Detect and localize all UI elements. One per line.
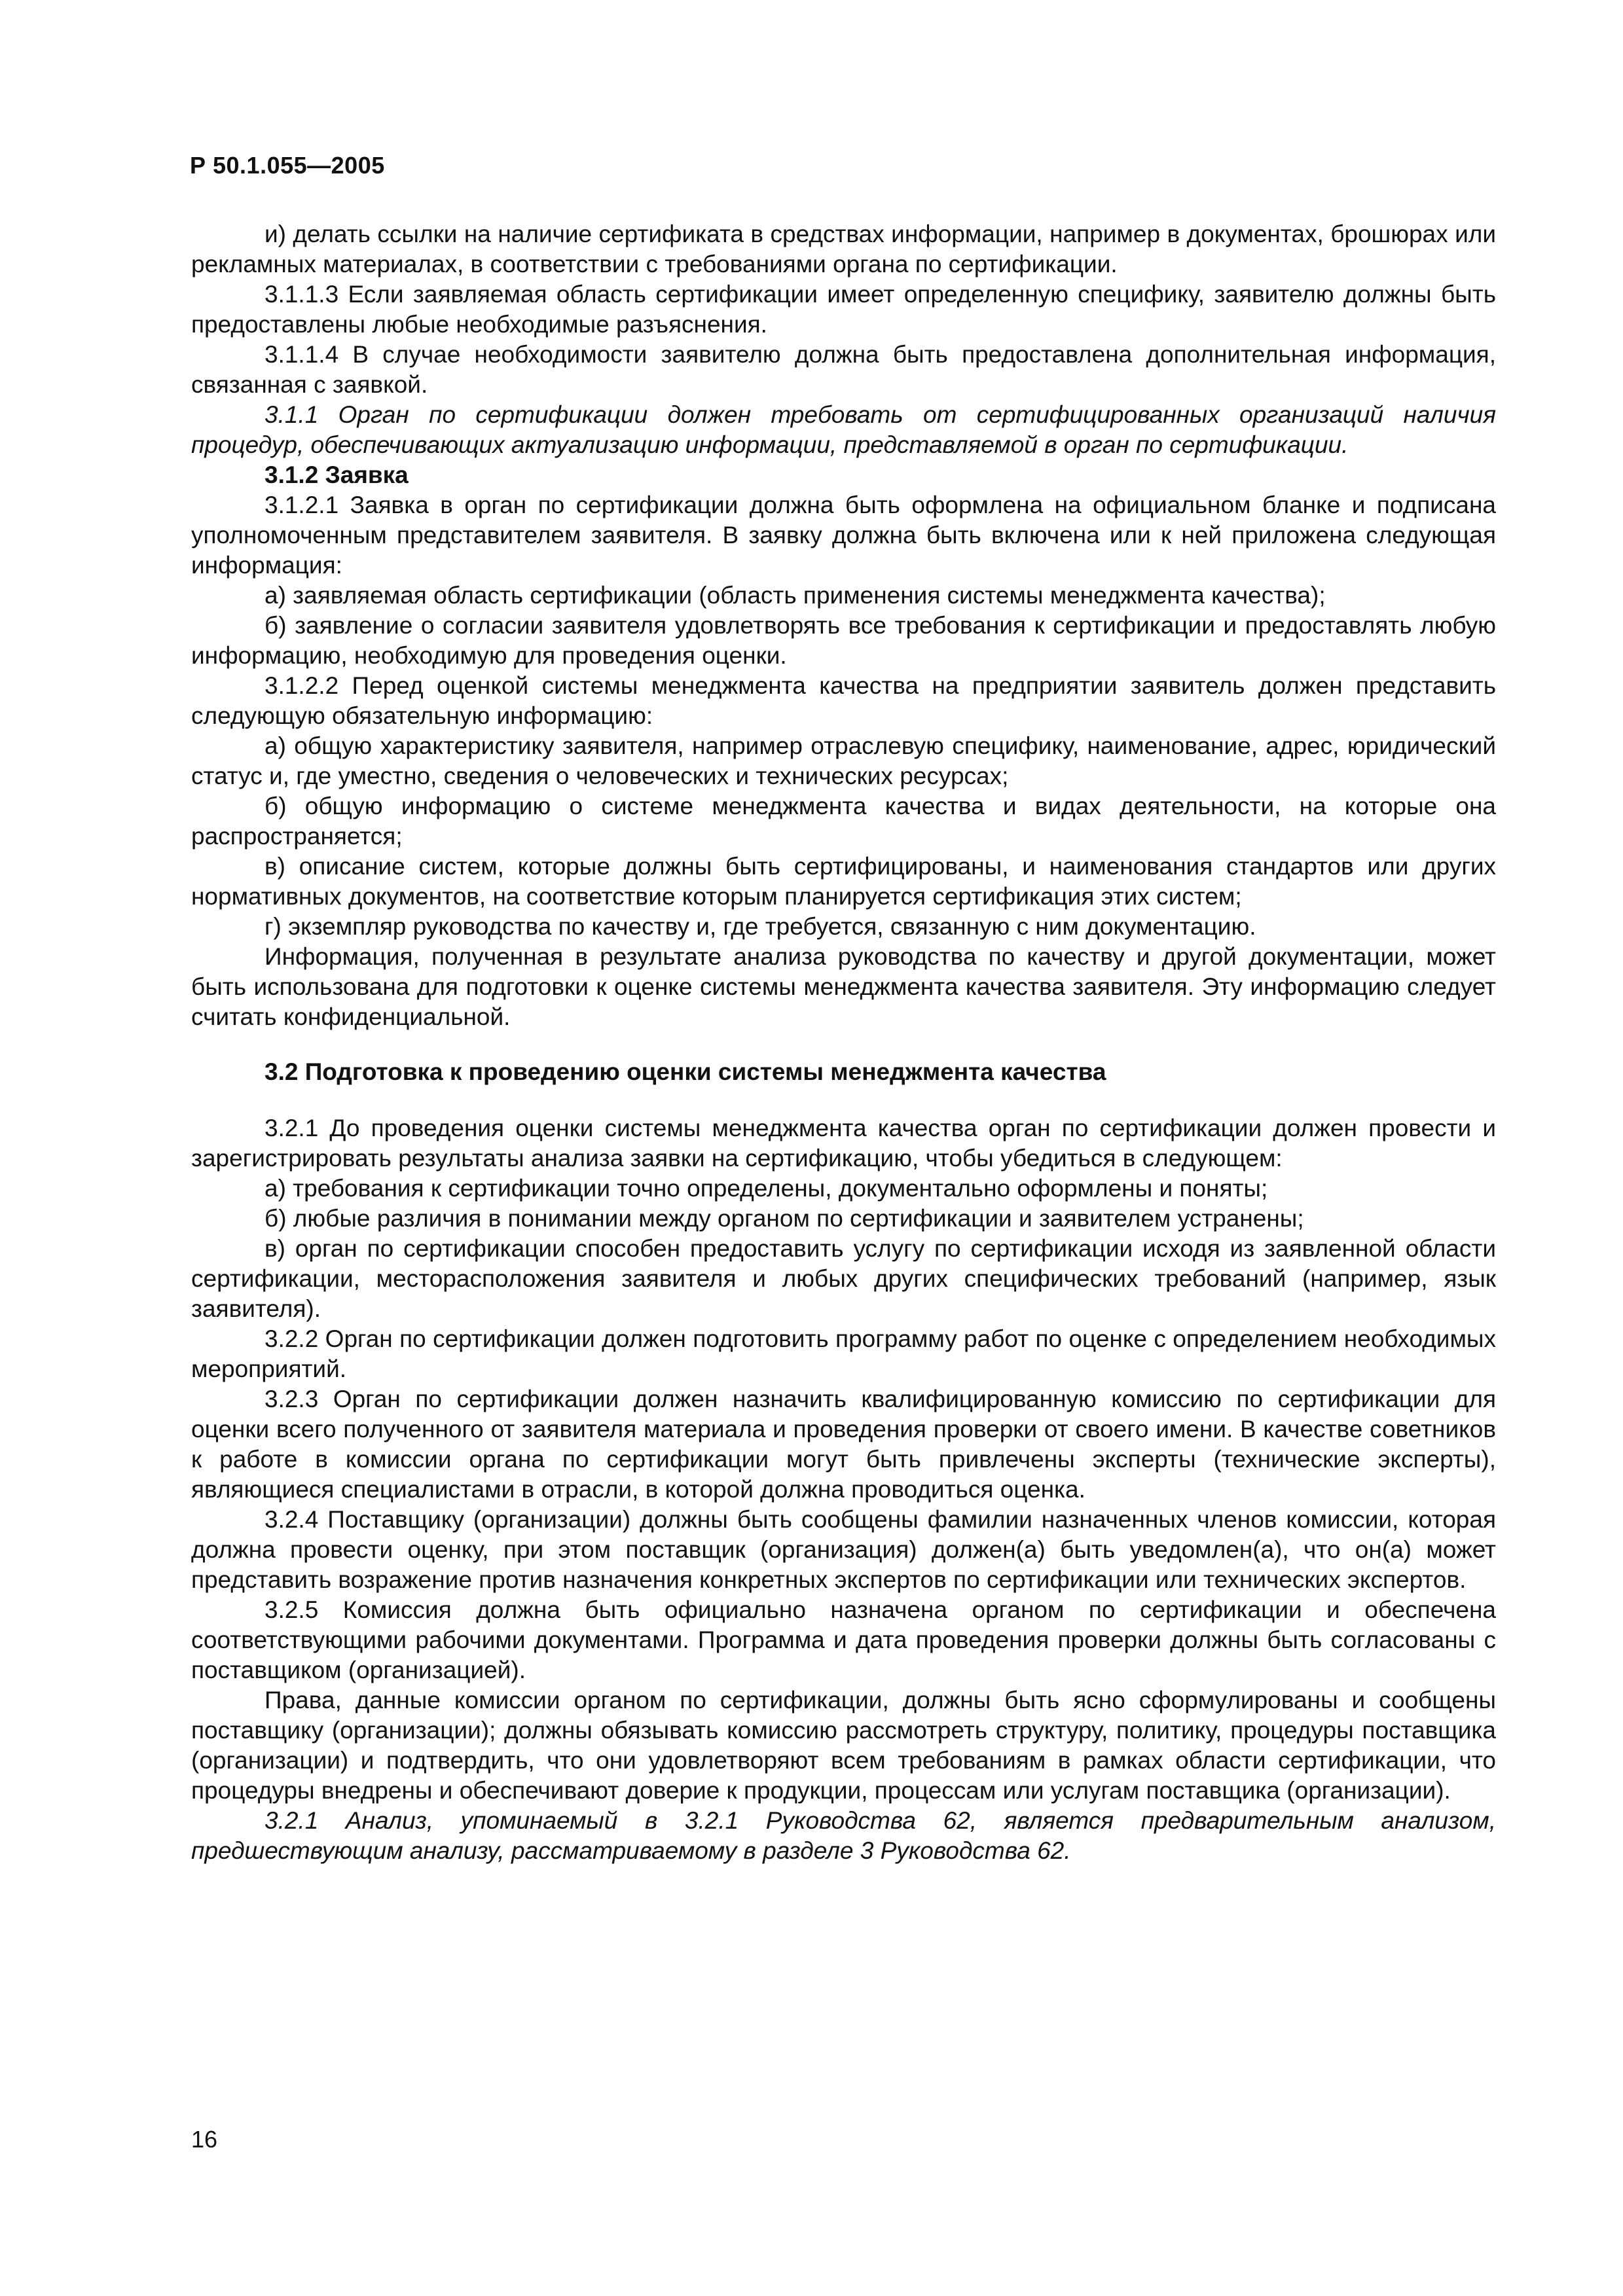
document-body [191, 219, 1496, 1866]
document-code: Р 50.1.055—2005 [190, 152, 385, 179]
paragraph: б) общую информацию о системе менеджмента качества и видах деятельности, на которые она распространяется; [191, 793, 1496, 850]
paragraph: Права, данные комиссии органом по сертификации, должны быть ясно сформулированы и сообщены поставщику (организации); должны обязывать комиссию рассмотреть структуру, политику, процедуры поставщика (организации) и подтвердить, что они удовлетворяют всем требованиям в рамках области сертификации, что процедуры внедрены и обеспечивают доверие к продукции, процессам или услугам поставщика (организации). [191, 1687, 1496, 1804]
paragraph: 3.2.1 До проведения оценки системы менеджмента качества орган по сертификации должен провести и зарегистрировать результаты анализа заявки на сертификацию, чтобы убедиться в следующем: [191, 1115, 1496, 1172]
paragraph: 3.2.2 Орган по сертификации должен подготовить программу работ по оценке с определением необходимых мероприятий. [191, 1325, 1496, 1382]
page-number: 16 [191, 2126, 218, 2153]
paragraph: 3.1.1.4 В случае необходимости заявителю должна быть предоставлена дополнительная информация, связанная с заявкой. [191, 341, 1496, 398]
paragraph: а) общую характеристику заявителя, например отраслевую специфику, наименование, адрес, юридический статус и, где уместно, сведения о человеческих и технических ресурсах; [191, 732, 1496, 789]
paragraphs-part1 [191, 219, 1496, 1032]
paragraph: 3.1.1 Орган по сертификации должен требовать от сертифицированных организаций наличия процедур, обеспечивающих актуализацию информации, представляемой в орган по сертификации. [191, 401, 1496, 458]
paragraph: в) описание систем, которые должны быть сертифицированы, и наименования стандартов или других нормативных документов, на соответствие которым планируется сертификация этих систем; [191, 853, 1496, 910]
paragraph: в) орган по сертификации способен предоставить услугу по сертификации исходя из заявленной области сертификации, месторасположения заявителя и любых других специфических требований (например, язык заявителя). [191, 1235, 1496, 1322]
paragraph: 3.1.1.3 Если заявляемая область сертификации имеет определенную специфику, заявителю должны быть предоставлены любые необходимые разъяснения. [191, 281, 1496, 338]
paragraph: 3.2.3 Орган по сертификации должен назначить квалифицированную комиссию по сертификации для оценки всего полученного от заявителя материала и проведения проверки от своего имени. В качестве советников к работе в комиссии органа по сертификации могут быть привлечены эксперты (технические эксперты), являющиеся специалистами в отрасли, в которой должна проводиться оценка. [191, 1386, 1496, 1503]
paragraphs-part2 [191, 1113, 1496, 1866]
paragraph: 3.1.2 Заявка [264, 461, 409, 488]
paragraph: 3.2.4 Поставщику (организации) должны быть сообщены фамилии назначенных членов комиссии, которая должна провести оценку, при этом поставщик (организация) должен(а) быть уведомлен(а), что он(а) может представить возражение против назначения конкретных экспертов по сертификации или технических экспертов. [191, 1506, 1496, 1593]
paragraph: 3.2.5 Комиссия должна быть официально назначена органом по сертификации и обеспечена соответствующими рабочими документами. Программа и дата проведения проверки должны быть согласованы с поставщиком (организацией). [191, 1596, 1496, 1683]
paragraph: Информация, полученная в результате анализа руководства по качеству и другой документации, может быть использована для подготовки к оценке системы менеджмента качества заявителя. Эту информацию следует считать конфиденциальной. [191, 943, 1496, 1030]
paragraph: а) требования к сертификации точно определены, документально оформлены и поняты; [264, 1175, 1268, 1202]
paragraph: 3.1.2.1 Заявка в орган по сертификации должна быть оформлена на официальном бланке и подписана уполномоченным представителем заявителя. В заявку должна быть включена или к ней приложена следующая информация: [191, 492, 1496, 579]
paragraph: а) заявляемая область сертификации (область применения системы менеджмента качества); [264, 582, 1326, 609]
paragraph: и) делать ссылки на наличие сертификата в средствах информации, например в документах, брошюрах или рекламных материалах, в соответствии с требованиями органа по сертификации. [191, 221, 1496, 278]
paragraph: б) заявление о согласии заявителя удовлетворять все требования к сертификации и предоставлять любую информацию, необходимую для проведения оценки. [191, 612, 1496, 669]
paragraph: г) экземпляр руководства по качеству и, где требуется, связанную с ним документацию. [264, 913, 1256, 940]
paragraph: б) любые различия в понимании между органом по сертификации и заявителем устранены; [264, 1205, 1304, 1232]
section-heading: 3.2 Подготовка к проведению оценки системы менеджмента качества [264, 1058, 1106, 1085]
paragraph: 3.1.2.2 Перед оценкой системы менеджмента качества на предприятии заявитель должен представить следующую обязательную информацию: [191, 672, 1496, 729]
paragraph: 3.2.1 Анализ, упоминаемый в 3.2.1 Руководства 62, является предварительным анализом, предшествующим анализу, рассматриваемому в разделе 3 Руководства 62. [191, 1807, 1496, 1864]
